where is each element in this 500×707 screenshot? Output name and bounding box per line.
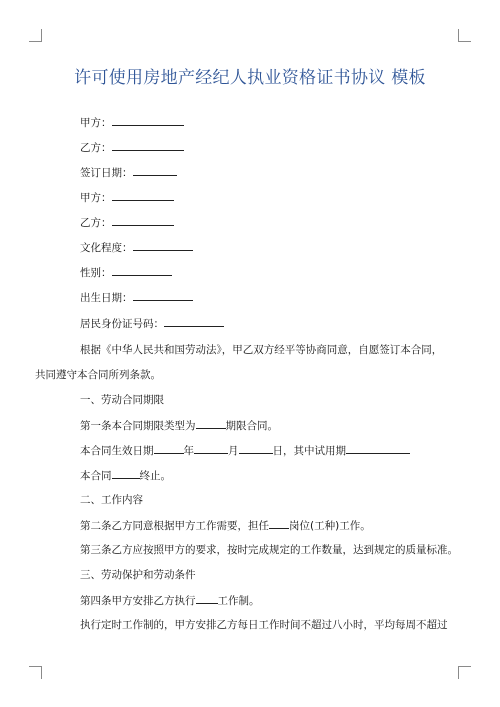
field-label: 乙方： (80, 217, 112, 229)
field-label: 甲方： (80, 192, 112, 204)
article-text: 岗位(工种)工作。 (289, 520, 371, 532)
standard-hours-text: 执行定时工作制的，甲方安排乙方每日工作时间不超过八小时，平均每周不超过 (80, 619, 448, 631)
field-label: 乙方： (80, 142, 112, 154)
article-4 (80, 593, 260, 608)
intro-line-2: 共同遵守本合同所列条款。 (35, 369, 161, 381)
document-title: 许可使用房地产经纪人执业资格证书协议 模板 (74, 68, 426, 88)
blank-line (112, 140, 184, 151)
field-education (80, 240, 193, 255)
article-text: 第一条本合同期限类型为 (80, 420, 196, 432)
article-3: 第三条乙方应按照甲方的要求，按时完成规定的工作数量，达到规定的质量标准。 (80, 544, 458, 556)
article-text: 月 (228, 445, 239, 457)
blank-line (196, 593, 218, 604)
field-label: 文化程度： (80, 242, 133, 254)
article-2 (80, 518, 371, 533)
field-id-number (80, 316, 224, 331)
field-label: 签订日期： (80, 167, 133, 179)
blank-line (112, 468, 140, 479)
article-text: 日，其中试用期 (272, 445, 346, 457)
section-heading: 二、工作内容 (80, 494, 143, 506)
blank-line (112, 115, 184, 126)
field-label: 居民身份证号码： (80, 318, 164, 330)
blank-line (269, 518, 289, 529)
blank-line (112, 265, 172, 276)
blank-line (346, 443, 410, 454)
article-text: 本合同生效日期 (80, 445, 154, 457)
crop-mark-bottom-right (458, 666, 471, 679)
article-text: 第四条甲方安排乙方执行 (80, 595, 196, 607)
article-text: 终止。 (139, 470, 171, 482)
blank-line (154, 443, 184, 454)
article-text: 工作制。 (217, 595, 260, 607)
field-birth-date (80, 290, 193, 305)
blank-line (164, 316, 224, 327)
blank-line (133, 165, 177, 176)
blank-line (112, 190, 174, 201)
article-text: 第二条乙方同意根据甲方工作需要，担任 (80, 520, 269, 532)
crop-mark-bottom-left (29, 666, 42, 679)
field-party-a-2 (80, 190, 174, 205)
field-party-a (80, 115, 184, 130)
blank-line (196, 418, 226, 429)
field-label: 性别： (80, 267, 112, 279)
blank-line (133, 240, 193, 251)
field-party-b (80, 140, 184, 155)
section-heading: 一、劳动合同期限 (80, 394, 164, 406)
article-text: 年 (183, 445, 194, 457)
blank-line (112, 215, 174, 226)
field-party-b-2 (80, 215, 174, 230)
field-label: 甲方： (80, 117, 112, 129)
intro-line-1: 根据《中华人民共和国劳动法》，甲乙双方经平等协商同意，自愿签订本合同， (80, 344, 443, 356)
crop-mark-top-right (458, 29, 471, 42)
field-label: 出生日期： (80, 292, 133, 304)
effective-date (80, 443, 410, 458)
field-gender (80, 265, 172, 280)
field-sign-date (80, 165, 177, 180)
article-text: 期限合同。 (225, 420, 278, 432)
contract-end (80, 468, 171, 483)
article-1 (80, 418, 278, 433)
article-text: 本合同 (80, 470, 112, 482)
section-heading: 三、劳动保护和劳动条件 (80, 569, 196, 581)
blank-line (133, 290, 193, 301)
blank-line (239, 443, 273, 454)
crop-mark-top-left (29, 29, 42, 42)
blank-line (194, 443, 228, 454)
